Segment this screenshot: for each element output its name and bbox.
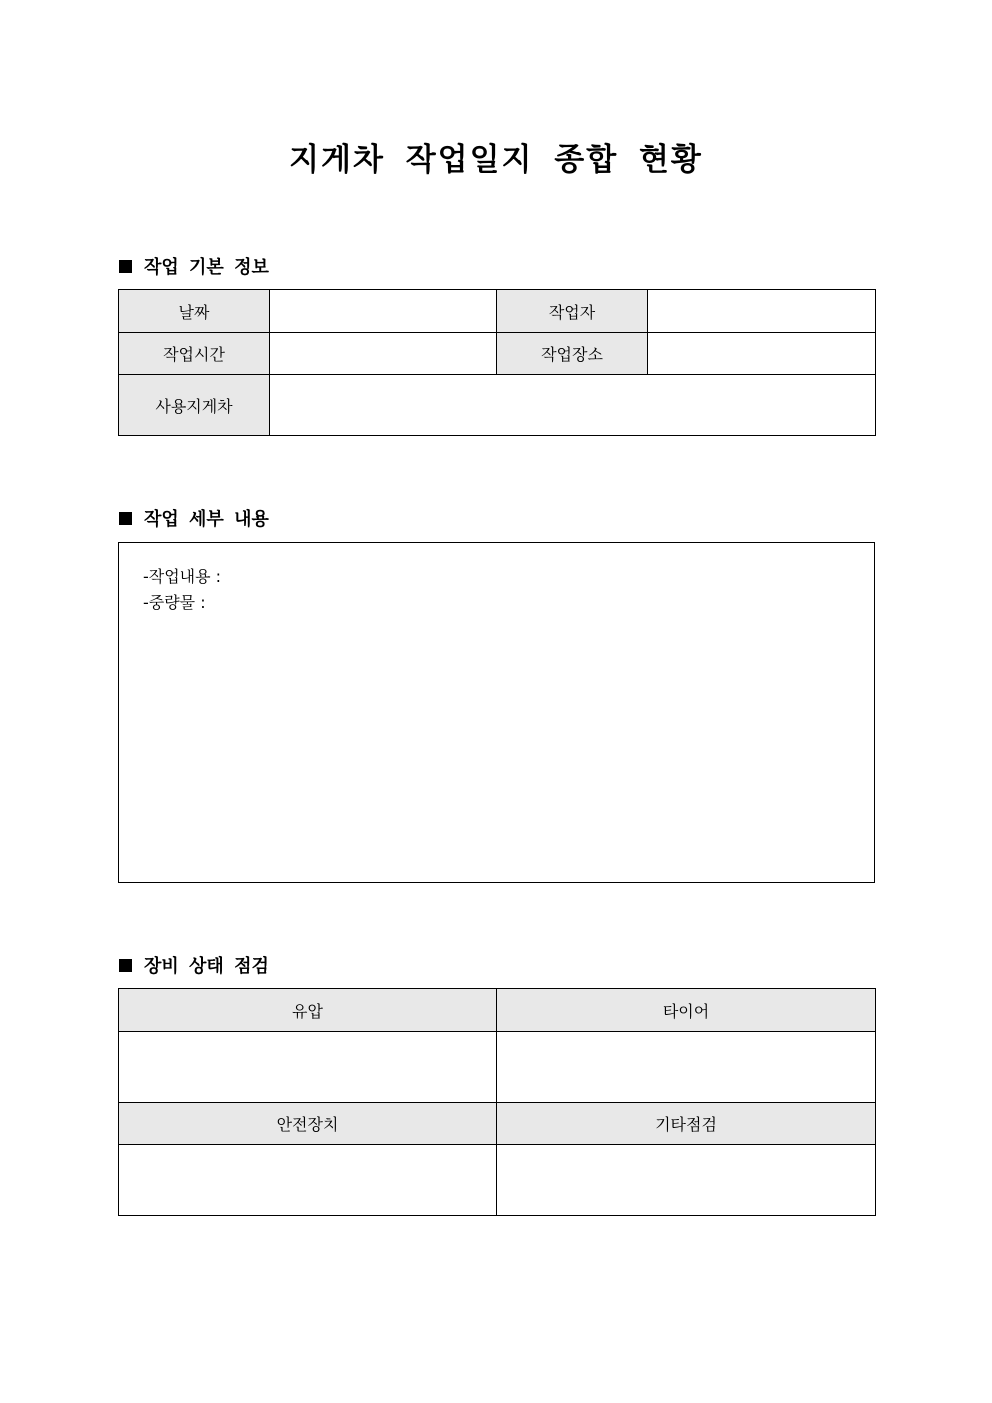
table-row [119, 989, 876, 1032]
square-bullet-icon [119, 260, 132, 273]
tire-label: 타이어 [497, 989, 876, 1032]
hydraulic-label: 유압 [119, 989, 497, 1032]
forklift-field[interactable] [270, 375, 876, 436]
work-place-label: 작업장소 [497, 333, 648, 375]
work-details-box[interactable] [118, 542, 875, 883]
safety-device-label: 안전장치 [119, 1103, 497, 1145]
tire-field[interactable] [497, 1032, 876, 1103]
table-row [119, 1145, 876, 1216]
section-heading-label: 작업 세부 내용 [144, 509, 269, 530]
table-row [119, 1103, 876, 1145]
worker-label: 작업자 [497, 290, 648, 333]
table-row [119, 290, 876, 333]
worker-field[interactable] [648, 290, 876, 333]
document-title: 지게차 작업일지 종합 현황 [289, 142, 703, 178]
hydraulic-field[interactable] [119, 1032, 497, 1103]
other-check-field[interactable] [497, 1145, 876, 1216]
date-field[interactable] [270, 290, 497, 333]
other-check-label: 기타점검 [497, 1103, 876, 1145]
square-bullet-icon [119, 959, 132, 972]
equipment-check-table [118, 988, 876, 1216]
work-time-label: 작업시간 [119, 333, 270, 375]
safety-device-field[interactable] [119, 1145, 497, 1216]
table-row [119, 375, 876, 436]
table-row [119, 1032, 876, 1103]
heavy-load-line: -중량물 : [143, 593, 206, 612]
work-time-field[interactable] [270, 333, 497, 375]
section-heading-label: 장비 상태 점검 [144, 956, 269, 977]
section-heading-equipment-check [119, 952, 269, 978]
work-place-field[interactable] [648, 333, 876, 375]
section-heading-work-details [119, 505, 269, 531]
section-heading-label: 작업 기본 정보 [144, 257, 269, 278]
section-heading-basic-info [119, 253, 269, 279]
basic-info-table [118, 289, 876, 436]
work-content-line: -작업내용 : [143, 567, 222, 586]
square-bullet-icon [119, 512, 132, 525]
date-label: 날짜 [119, 290, 270, 333]
table-row [119, 333, 876, 375]
forklift-label: 사용지게차 [119, 375, 270, 436]
